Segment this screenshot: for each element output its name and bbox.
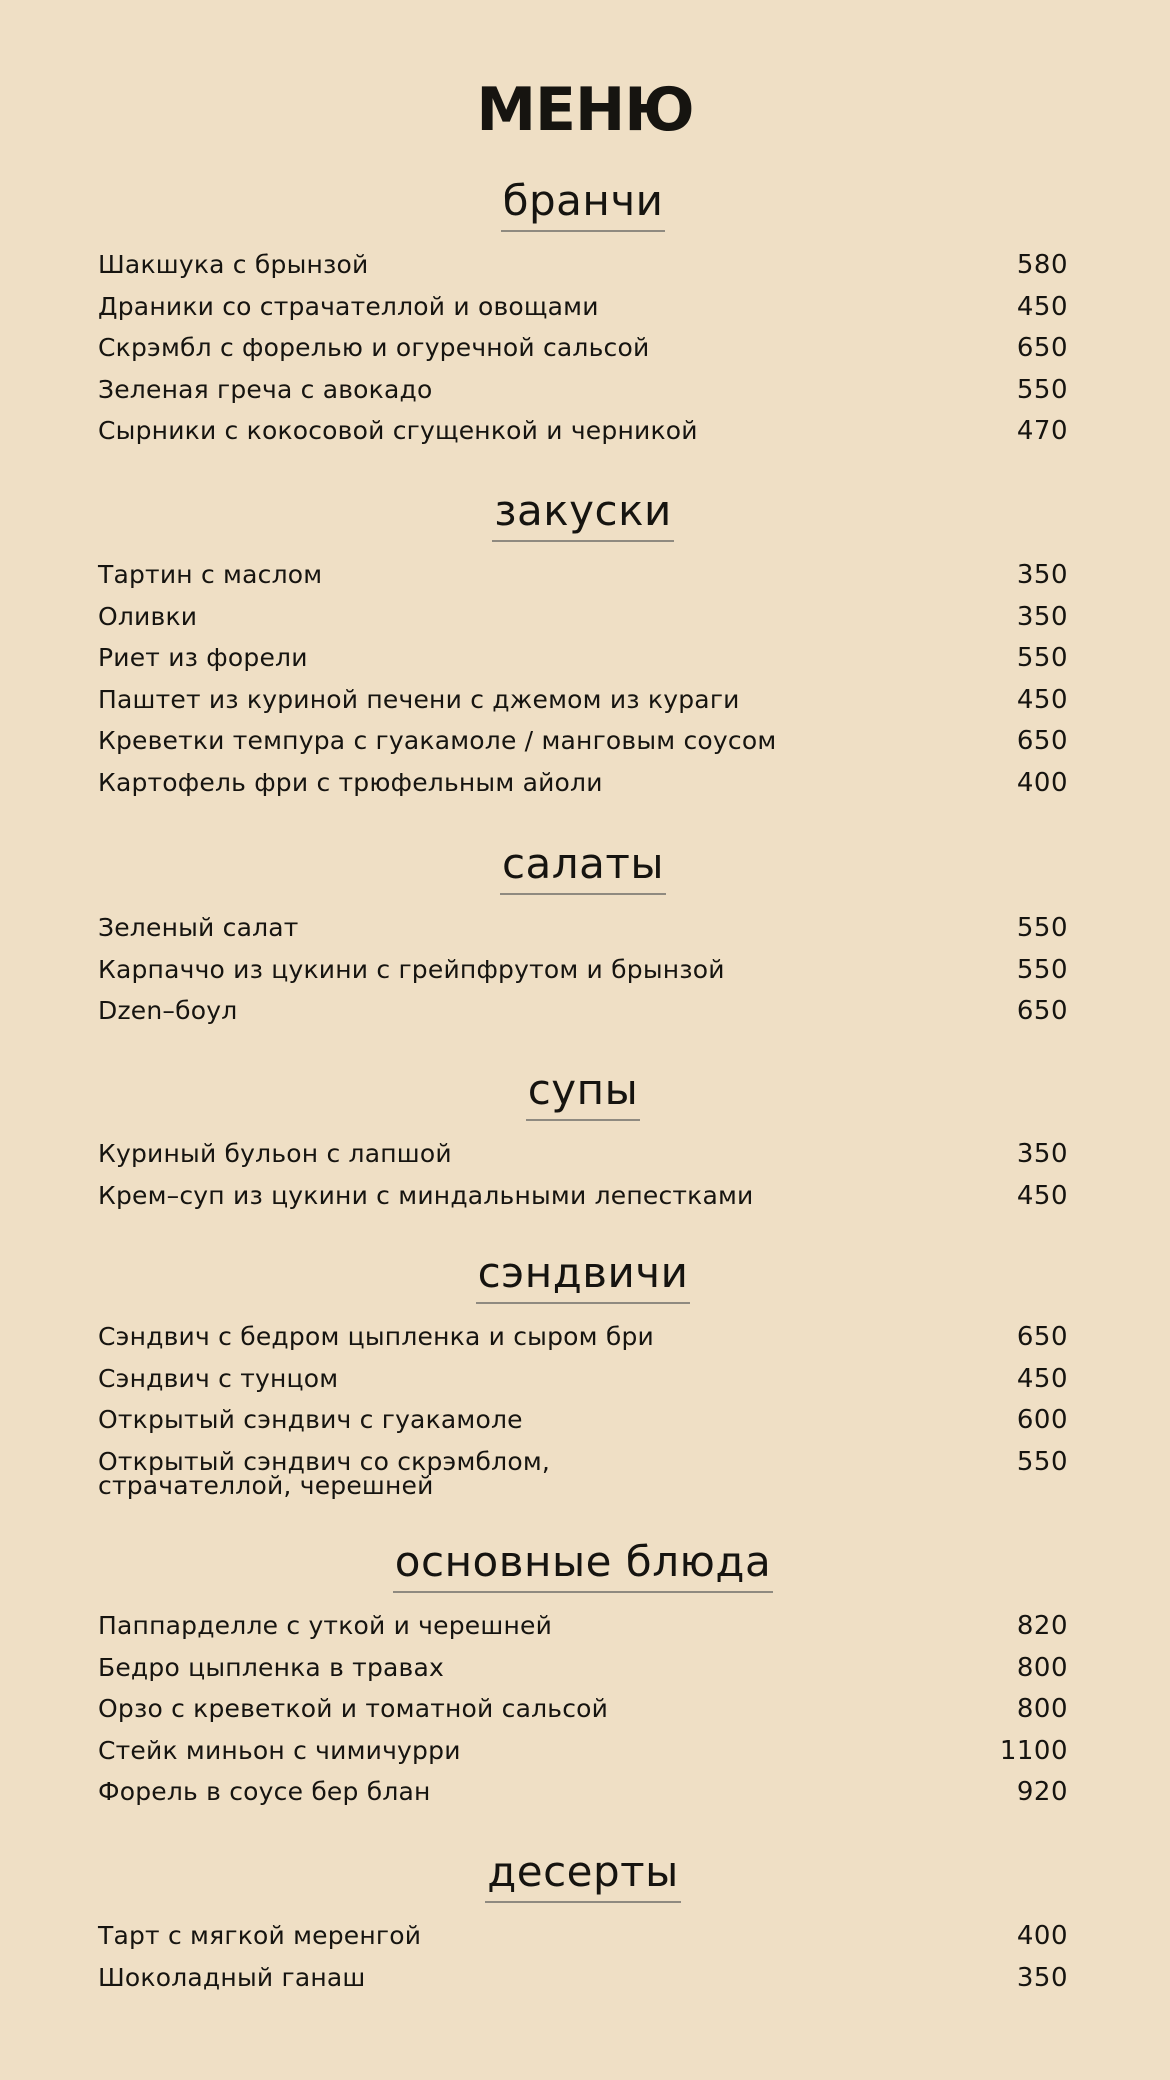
item-name: Зеленый салат — [98, 913, 299, 942]
menu-item — [98, 991, 1068, 1033]
item-price: 450 — [1016, 1180, 1068, 1211]
item-price: 350 — [1016, 601, 1068, 632]
item-price: 1100 — [999, 1735, 1068, 1766]
item-price: 800 — [1016, 1652, 1068, 1683]
menu-item — [98, 1958, 1068, 2000]
item-name: Открытый сэндвич со скрэмблом, страчателлой, черешней — [98, 1446, 551, 1500]
section-header — [98, 1536, 1068, 1598]
menu-item — [98, 1317, 1068, 1359]
item-name: Паппарделле с уткой и черешней — [98, 1611, 553, 1640]
item-price: 650 — [1016, 1322, 1068, 1352]
item-price: 550 — [1016, 913, 1068, 943]
menu-item — [98, 908, 1068, 950]
menu-item — [98, 1648, 1068, 1690]
item-list — [98, 555, 1068, 804]
item-name: Картофель фри с трюфельным айоли — [98, 767, 603, 797]
item-name: Паштет из куриной печени с джемом из кураги — [98, 684, 740, 714]
menu-item — [98, 555, 1068, 597]
menu-item — [98, 721, 1068, 763]
section-title: супы — [526, 1064, 641, 1121]
menu-item — [98, 245, 1068, 287]
menu-item — [98, 1689, 1068, 1731]
section-soups — [98, 1064, 1068, 1217]
menu-item — [98, 411, 1068, 453]
item-price: 550 — [1016, 643, 1068, 673]
section-brunch — [98, 175, 1068, 453]
item-price: 820 — [1016, 1611, 1068, 1641]
item-name: Крем–суп из цукини с миндальными лепестками — [98, 1180, 754, 1210]
menu-item — [98, 1731, 1068, 1773]
item-list — [98, 1606, 1068, 1814]
item-price: 550 — [1016, 1446, 1068, 1477]
section-appetizers — [98, 485, 1068, 804]
item-name: Открытый сэндвич с гуакамоле — [98, 1405, 523, 1434]
item-price: 350 — [1016, 1139, 1068, 1169]
section-header — [98, 485, 1068, 547]
section-title: основные блюда — [393, 1536, 773, 1593]
item-name: Форель в соусе бер блан — [98, 1777, 431, 1806]
item-name: Dzen–боул — [98, 996, 238, 1025]
item-price: 400 — [1016, 1921, 1068, 1951]
menu-item — [98, 1400, 1068, 1442]
item-price: 350 — [1016, 560, 1068, 590]
item-price: 600 — [1016, 1405, 1068, 1435]
section-header — [98, 1064, 1068, 1126]
item-name: Шакшука с брынзой — [98, 250, 369, 279]
section-title: сэндвичи — [476, 1247, 691, 1304]
item-name: Скрэмбл с форелью и огуречной сальсой — [98, 333, 650, 362]
section-header — [98, 1247, 1068, 1309]
section-header — [98, 1846, 1068, 1908]
menu-item — [98, 287, 1068, 329]
menu-item — [98, 1359, 1068, 1401]
item-price: 550 — [1016, 374, 1068, 405]
menu-item — [98, 1134, 1068, 1176]
item-price: 550 — [1016, 954, 1068, 985]
section-title: бранчи — [501, 175, 666, 232]
menu-item — [98, 1176, 1068, 1218]
item-name: Орзо с креветкой и томатной сальсой — [98, 1694, 609, 1723]
item-price: 800 — [1016, 1694, 1068, 1724]
section-title: десерты — [485, 1846, 681, 1903]
menu-item — [98, 597, 1068, 639]
item-name: Бедро цыпленка в травах — [98, 1652, 444, 1682]
item-name: Шоколадный ганаш — [98, 1962, 366, 1992]
section-salads — [98, 838, 1068, 1033]
section-desserts — [98, 1846, 1068, 1999]
menu-item — [98, 680, 1068, 722]
menu-item — [98, 370, 1068, 412]
item-name: Риет из форели — [98, 643, 308, 672]
item-name: Оливки — [98, 601, 198, 631]
item-price: 650 — [1016, 996, 1068, 1026]
item-price: 920 — [1016, 1777, 1068, 1807]
item-price: 350 — [1016, 1962, 1068, 1993]
section-header — [98, 838, 1068, 900]
item-name: Сэндвич с бедром цыпленка и сыром бри — [98, 1322, 655, 1351]
menu-item — [98, 1442, 1068, 1506]
item-list — [98, 245, 1068, 453]
item-name: Тарт с мягкой меренгой — [98, 1921, 422, 1950]
item-name: Стейк миньон с чимичурри — [98, 1735, 461, 1765]
item-price: 450 — [1016, 291, 1068, 322]
item-price: 450 — [1016, 684, 1068, 715]
item-list — [98, 1916, 1068, 1999]
item-name: Карпаччо из цукини с грейпфрутом и брынзой — [98, 954, 725, 984]
menu-item — [98, 950, 1068, 992]
item-name: Зеленая греча с авокадо — [98, 374, 433, 404]
item-name: Куриный бульон с лапшой — [98, 1139, 452, 1168]
page-title: МЕНЮ — [476, 75, 694, 145]
item-list — [98, 1317, 1068, 1506]
item-price: 470 — [1016, 416, 1068, 446]
menu-item — [98, 763, 1068, 805]
item-price: 450 — [1016, 1363, 1068, 1394]
item-price: 650 — [1016, 726, 1068, 756]
menu-item — [98, 1772, 1068, 1814]
section-header — [98, 175, 1068, 237]
item-list — [98, 908, 1068, 1033]
menu-item — [98, 1916, 1068, 1958]
section-title: закуски — [492, 485, 674, 542]
item-price: 400 — [1016, 767, 1068, 798]
menu-item — [98, 328, 1068, 370]
item-price: 650 — [1016, 333, 1068, 363]
menu-item — [98, 638, 1068, 680]
item-name: Сырники с кокосовой сгущенкой и черникой — [98, 416, 698, 445]
item-name: Креветки темпура с гуакамоле / манговым соусом — [98, 726, 777, 755]
item-name: Тартин с маслом — [98, 560, 323, 589]
item-list — [98, 1134, 1068, 1217]
menu-item — [98, 1606, 1068, 1648]
section-title: салаты — [500, 838, 666, 895]
item-name: Драники со страчателлой и овощами — [98, 291, 599, 321]
section-main-courses — [98, 1536, 1068, 1814]
item-name: Сэндвич с тунцом — [98, 1363, 339, 1393]
item-price: 580 — [1016, 250, 1068, 280]
section-sandwiches — [98, 1247, 1068, 1506]
